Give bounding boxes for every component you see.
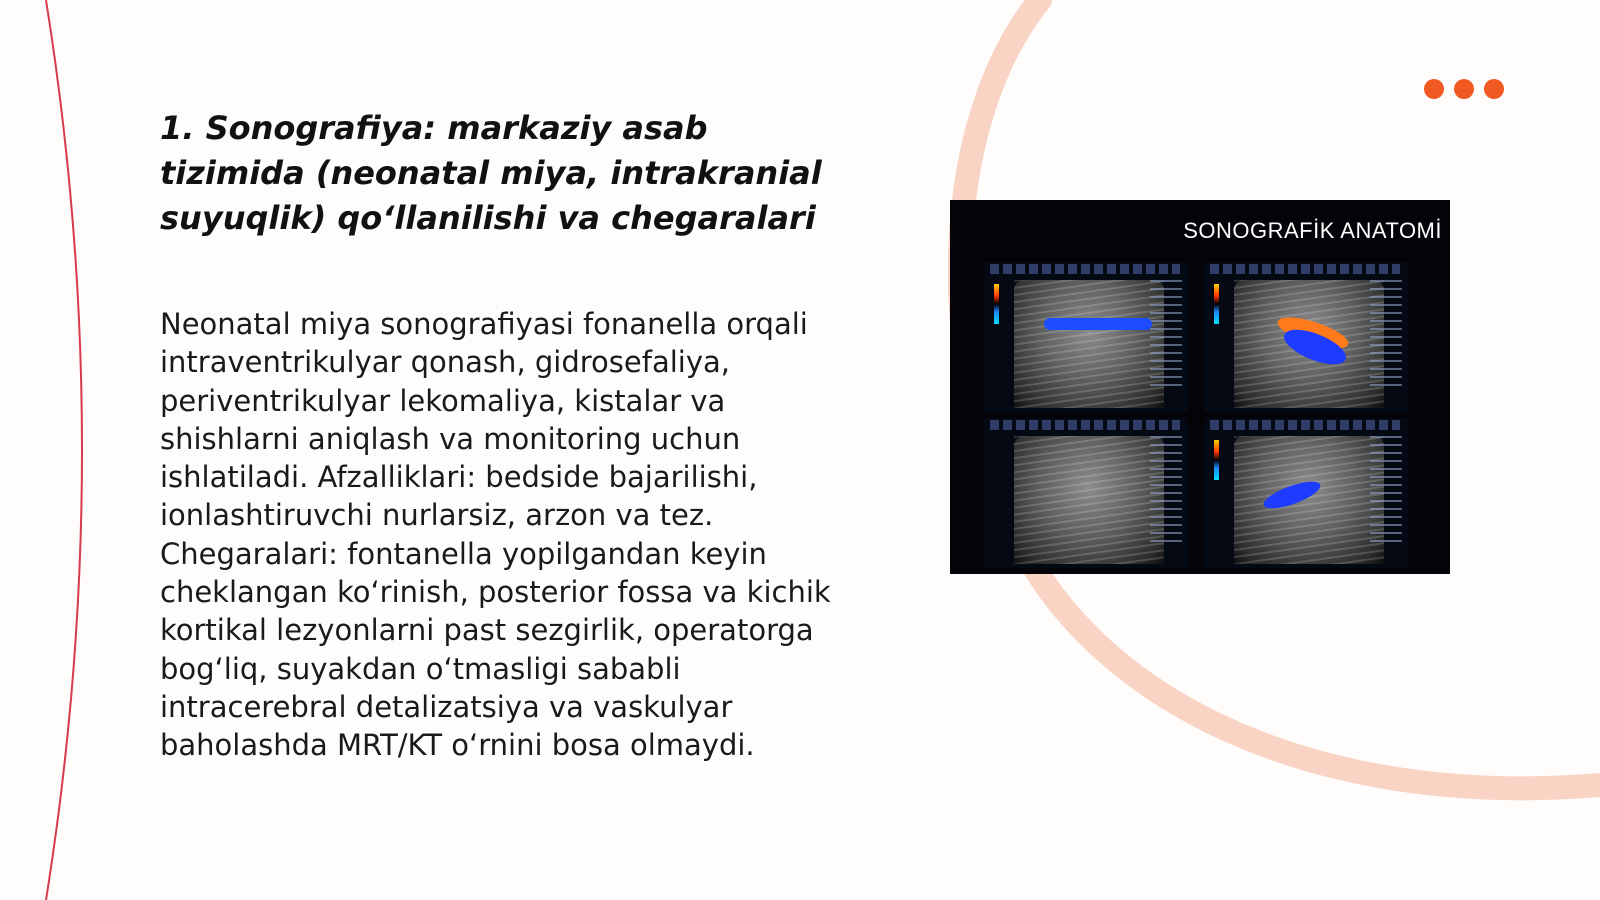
ultrasound-panel: [1204, 418, 1408, 568]
sonography-image: [950, 200, 1450, 574]
dot: [1454, 79, 1474, 99]
ultrasound-panel: [1204, 262, 1408, 412]
slide-body-text: Neonatal miya sonografiyasi fonanella orqali intraventrikulyar qonash, gidrosefaliya, periventrikulyar lekomaliya, kistalar va shishlarni aniqlash va monitoring uchun ishlatiladi. Afzalliklari: bedside bajarilishi, ionlashtiruvchi nurlarsiz, arzon va tez. Chegaralari: fontanella yopilgandan keyin cheklangan ko‘rinish, posterior fossa va kichik kortikal lezyonlarni past sezgirlik, operatorga bog‘liq, suyakdan o‘tmasligi sababli intracerebral detalizatsiya va vaskulyar baholashda MRT/KT o‘rnini bosa olmaydi.: [160, 307, 831, 763]
dot: [1424, 79, 1444, 99]
ultrasound-panel: [984, 262, 1188, 412]
dot: [1484, 79, 1504, 99]
dots-ornament: [1424, 79, 1504, 99]
left-curve-line: [46, 0, 82, 900]
slide-title: 1. Sonografiya: markaziy asab tizimida (neonatal miya, intrakranial suyuqlik) qo‘llanilishi va chegaralari: [160, 109, 822, 237]
ultrasound-panel: [984, 418, 1188, 568]
image-caption: SONOGRAFİK ANATOMİ: [1183, 218, 1442, 243]
